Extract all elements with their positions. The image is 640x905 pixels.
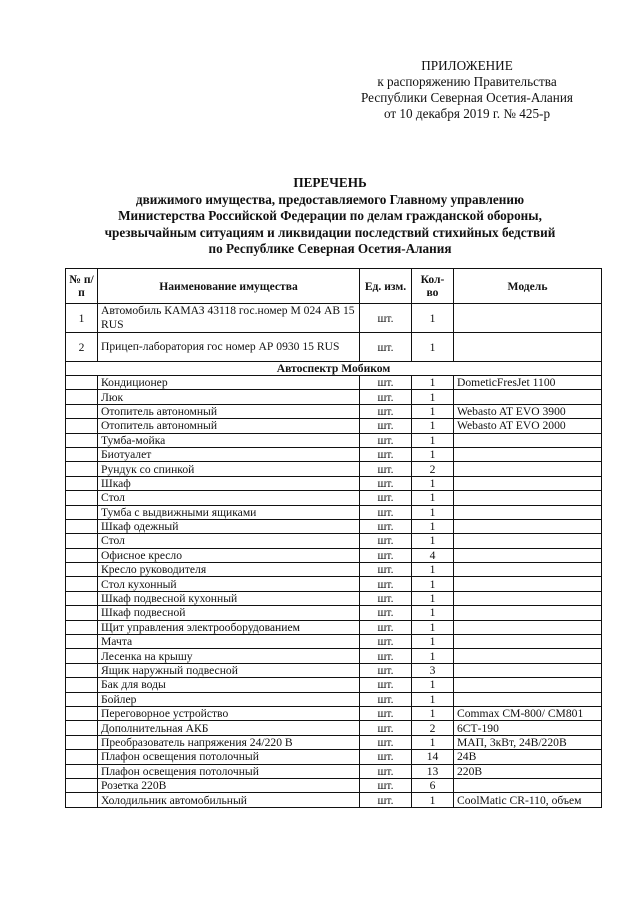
row-number xyxy=(66,591,98,605)
table-row xyxy=(66,606,602,620)
row-unit: шт. xyxy=(360,793,412,807)
appendix-government: Республики Северная Осетия-Алания xyxy=(361,90,573,105)
row-qty: 1 xyxy=(412,419,454,433)
row-name: Люк xyxy=(98,390,360,404)
row-qty: 1 xyxy=(412,447,454,461)
title-line-2: Министерства Российской Федерации по делам гражданской обороны, xyxy=(118,208,542,223)
row-qty: 1 xyxy=(412,390,454,404)
appendix-block xyxy=(352,58,582,122)
row-qty: 1 xyxy=(412,706,454,720)
row-unit: шт. xyxy=(360,304,412,333)
table-row xyxy=(66,649,602,663)
row-number xyxy=(66,606,98,620)
table-header-row xyxy=(66,269,602,304)
row-name: Бак для воды xyxy=(98,678,360,692)
table-row xyxy=(66,534,602,548)
row-number xyxy=(66,678,98,692)
row-qty: 1 xyxy=(412,433,454,447)
row-unit: шт. xyxy=(360,534,412,548)
row-model xyxy=(454,563,602,577)
row-name: Шкаф одежный xyxy=(98,519,360,533)
row-number xyxy=(66,706,98,720)
table-row xyxy=(66,735,602,749)
row-name: Отопитель автономный xyxy=(98,419,360,433)
row-number xyxy=(66,548,98,562)
row-model xyxy=(454,606,602,620)
table-row xyxy=(66,390,602,404)
row-qty: 14 xyxy=(412,750,454,764)
table-row xyxy=(66,793,602,807)
row-unit: шт. xyxy=(360,764,412,778)
row-qty: 2 xyxy=(412,721,454,735)
row-unit: шт. xyxy=(360,433,412,447)
row-number xyxy=(66,476,98,490)
row-number xyxy=(66,577,98,591)
appendix-order-ref: к распоряжению Правительства xyxy=(377,74,557,89)
row-number xyxy=(66,793,98,807)
table-row xyxy=(66,692,602,706)
row-name: Бойлер xyxy=(98,692,360,706)
row-number: 1 xyxy=(66,304,98,333)
table-row xyxy=(66,333,602,362)
row-model: 220В xyxy=(454,764,602,778)
row-name: Стол xyxy=(98,534,360,548)
row-qty: 1 xyxy=(412,491,454,505)
row-name: Отопитель автономный xyxy=(98,404,360,418)
row-name: Кресло руководителя xyxy=(98,563,360,577)
row-name: Прицеп-лаборатория гос номер АР 0930 15 RUS xyxy=(98,333,360,362)
table-row xyxy=(66,404,602,418)
row-model: 6СТ-190 xyxy=(454,721,602,735)
row-name: Холодильник автомобильный xyxy=(98,793,360,807)
row-number xyxy=(66,764,98,778)
row-model xyxy=(454,333,602,362)
row-number xyxy=(66,663,98,677)
row-qty: 1 xyxy=(412,534,454,548)
header-model: Модель xyxy=(454,269,602,304)
table-row xyxy=(66,447,602,461)
row-qty: 1 xyxy=(412,577,454,591)
row-name: Стол кухонный xyxy=(98,577,360,591)
appendix-date-number: от 10 декабря 2019 г. № 425-р xyxy=(383,106,551,121)
row-number xyxy=(66,505,98,519)
table-row xyxy=(66,419,602,433)
row-number: 2 xyxy=(66,333,98,362)
table-row xyxy=(66,491,602,505)
table-row xyxy=(66,548,602,562)
property-table xyxy=(65,268,602,808)
row-model: Webasto AT EVO 3900 xyxy=(454,404,602,418)
header-unit: Ед. изм. xyxy=(360,269,412,304)
row-name: Тумба-мойка xyxy=(98,433,360,447)
table-row xyxy=(66,620,602,634)
row-model xyxy=(454,462,602,476)
document-heading: ПЕРЕЧЕНЬ xyxy=(293,175,367,190)
row-model: Webasto AT EVO 2000 xyxy=(454,419,602,433)
row-unit: шт. xyxy=(360,376,412,390)
title-line-3: чрезвычайным ситуациям и ликвидации последствий стихийных бедствий xyxy=(104,224,556,240)
table-row xyxy=(66,750,602,764)
row-qty: 1 xyxy=(412,678,454,692)
row-qty: 1 xyxy=(412,692,454,706)
row-unit: шт. xyxy=(360,447,412,461)
table-row xyxy=(66,577,602,591)
row-model: Commax CM-800/ CM801 xyxy=(454,706,602,720)
row-qty: 1 xyxy=(412,635,454,649)
section-title: Автоспектр Мобиком xyxy=(66,362,602,376)
row-unit: шт. xyxy=(360,548,412,562)
row-qty: 1 xyxy=(412,649,454,663)
table-row xyxy=(66,304,602,333)
row-number xyxy=(66,404,98,418)
row-model xyxy=(454,778,602,792)
table-row xyxy=(66,505,602,519)
table-row xyxy=(66,764,602,778)
row-name: Офисное кресло xyxy=(98,548,360,562)
row-number xyxy=(66,692,98,706)
row-name: Мачта xyxy=(98,635,360,649)
row-unit: шт. xyxy=(360,491,412,505)
row-number xyxy=(66,620,98,634)
row-unit: шт. xyxy=(360,419,412,433)
row-qty: 1 xyxy=(412,591,454,605)
row-unit: шт. xyxy=(360,606,412,620)
header-name: Наименование имущества xyxy=(98,269,360,304)
row-unit: шт. xyxy=(360,678,412,692)
row-unit: шт. xyxy=(360,721,412,735)
row-name: Розетка 220В xyxy=(98,778,360,792)
row-unit: шт. xyxy=(360,390,412,404)
table-row xyxy=(66,706,602,720)
row-model xyxy=(454,649,602,663)
row-name: Дополнительная АКБ xyxy=(98,721,360,735)
row-name: Лесенка на крышу xyxy=(98,649,360,663)
table-row xyxy=(66,462,602,476)
row-model xyxy=(454,663,602,677)
row-number xyxy=(66,433,98,447)
row-model xyxy=(454,433,602,447)
row-unit: шт. xyxy=(360,620,412,634)
row-unit: шт. xyxy=(360,563,412,577)
row-model xyxy=(454,491,602,505)
row-model xyxy=(454,519,602,533)
row-unit: шт. xyxy=(360,635,412,649)
row-unit: шт. xyxy=(360,750,412,764)
row-unit: шт. xyxy=(360,649,412,663)
row-qty: 1 xyxy=(412,404,454,418)
row-number xyxy=(66,563,98,577)
row-model: CoolMatic CR-110, объем xyxy=(454,793,602,807)
row-number xyxy=(66,735,98,749)
row-model: DometicFresJet 1100 xyxy=(454,376,602,390)
row-qty: 2 xyxy=(412,462,454,476)
row-name: Кондиционер xyxy=(98,376,360,390)
row-unit: шт. xyxy=(360,462,412,476)
row-qty: 4 xyxy=(412,548,454,562)
row-name: Плафон освещения потолочный xyxy=(98,750,360,764)
row-number xyxy=(66,447,98,461)
row-name: Плафон освещения потолочный xyxy=(98,764,360,778)
row-name: Автомобиль КАМАЗ 43118 гос.номер М 024 АВ 15 RUS xyxy=(98,304,360,333)
row-name: Преобразователь напряжения 24/220 В xyxy=(98,735,360,749)
row-number xyxy=(66,462,98,476)
row-name: Щит управления электрооборудованием xyxy=(98,620,360,634)
row-unit: шт. xyxy=(360,663,412,677)
row-model xyxy=(454,635,602,649)
row-qty: 6 xyxy=(412,778,454,792)
row-number xyxy=(66,491,98,505)
row-model xyxy=(454,390,602,404)
title-line-1: движимого имущества, предоставляемого Главному управлению xyxy=(135,191,525,207)
row-qty: 1 xyxy=(412,304,454,333)
row-name: Шкаф подвесной xyxy=(98,606,360,620)
row-unit: шт. xyxy=(360,692,412,706)
table-row xyxy=(66,663,602,677)
row-model xyxy=(454,591,602,605)
row-qty: 13 xyxy=(412,764,454,778)
row-unit: шт. xyxy=(360,404,412,418)
row-model xyxy=(454,534,602,548)
row-unit: шт. xyxy=(360,778,412,792)
row-unit: шт. xyxy=(360,505,412,519)
row-number xyxy=(66,419,98,433)
row-qty: 3 xyxy=(412,663,454,677)
row-number xyxy=(66,635,98,649)
table-row xyxy=(66,476,602,490)
row-model xyxy=(454,692,602,706)
appendix-label: ПРИЛОЖЕНИЕ xyxy=(421,58,513,73)
title-line-4: по Республике Северная Осетия-Алания xyxy=(208,241,452,256)
row-model xyxy=(454,678,602,692)
table-row xyxy=(66,778,602,792)
row-qty: 1 xyxy=(412,563,454,577)
table-row xyxy=(66,635,602,649)
row-model xyxy=(454,620,602,634)
row-qty: 1 xyxy=(412,793,454,807)
row-model: МАП, 3кВт, 24В/220В xyxy=(454,735,602,749)
row-model xyxy=(454,304,602,333)
row-qty: 1 xyxy=(412,505,454,519)
table-row xyxy=(66,433,602,447)
row-name: Стол xyxy=(98,491,360,505)
table-row xyxy=(66,591,602,605)
table-row xyxy=(66,519,602,533)
row-unit: шт. xyxy=(360,476,412,490)
row-number xyxy=(66,390,98,404)
row-number xyxy=(66,534,98,548)
table-body xyxy=(66,304,602,808)
header-num: № п/п xyxy=(66,269,98,304)
row-name: Шкаф подвесной кухонный xyxy=(98,591,360,605)
row-unit: шт. xyxy=(360,577,412,591)
row-qty: 1 xyxy=(412,333,454,362)
row-number xyxy=(66,649,98,663)
row-qty: 1 xyxy=(412,519,454,533)
row-name: Ящик наружный подвесной xyxy=(98,663,360,677)
table-row xyxy=(66,721,602,735)
row-unit: шт. xyxy=(360,706,412,720)
row-model xyxy=(454,548,602,562)
table-row xyxy=(66,678,602,692)
row-qty: 1 xyxy=(412,476,454,490)
row-unit: шт. xyxy=(360,591,412,605)
row-model xyxy=(454,577,602,591)
row-name: Рундук со спинкой xyxy=(98,462,360,476)
row-number xyxy=(66,519,98,533)
row-model xyxy=(454,447,602,461)
header-qty: Кол-во xyxy=(412,269,454,304)
row-name: Тумба с выдвижными ящиками xyxy=(98,505,360,519)
document-title xyxy=(90,175,570,258)
table-row xyxy=(66,376,602,390)
row-model xyxy=(454,505,602,519)
row-name: Переговорное устройство xyxy=(98,706,360,720)
table-row xyxy=(66,563,602,577)
row-model xyxy=(454,476,602,490)
row-name: Шкаф xyxy=(98,476,360,490)
row-qty: 1 xyxy=(412,735,454,749)
row-qty: 1 xyxy=(412,376,454,390)
row-model: 24В xyxy=(454,750,602,764)
section-row xyxy=(66,362,602,376)
row-number xyxy=(66,750,98,764)
row-name: Биотуалет xyxy=(98,447,360,461)
row-qty: 1 xyxy=(412,606,454,620)
row-number xyxy=(66,721,98,735)
row-number xyxy=(66,778,98,792)
row-number xyxy=(66,376,98,390)
row-unit: шт. xyxy=(360,333,412,362)
row-unit: шт. xyxy=(360,519,412,533)
row-qty: 1 xyxy=(412,620,454,634)
row-unit: шт. xyxy=(360,735,412,749)
